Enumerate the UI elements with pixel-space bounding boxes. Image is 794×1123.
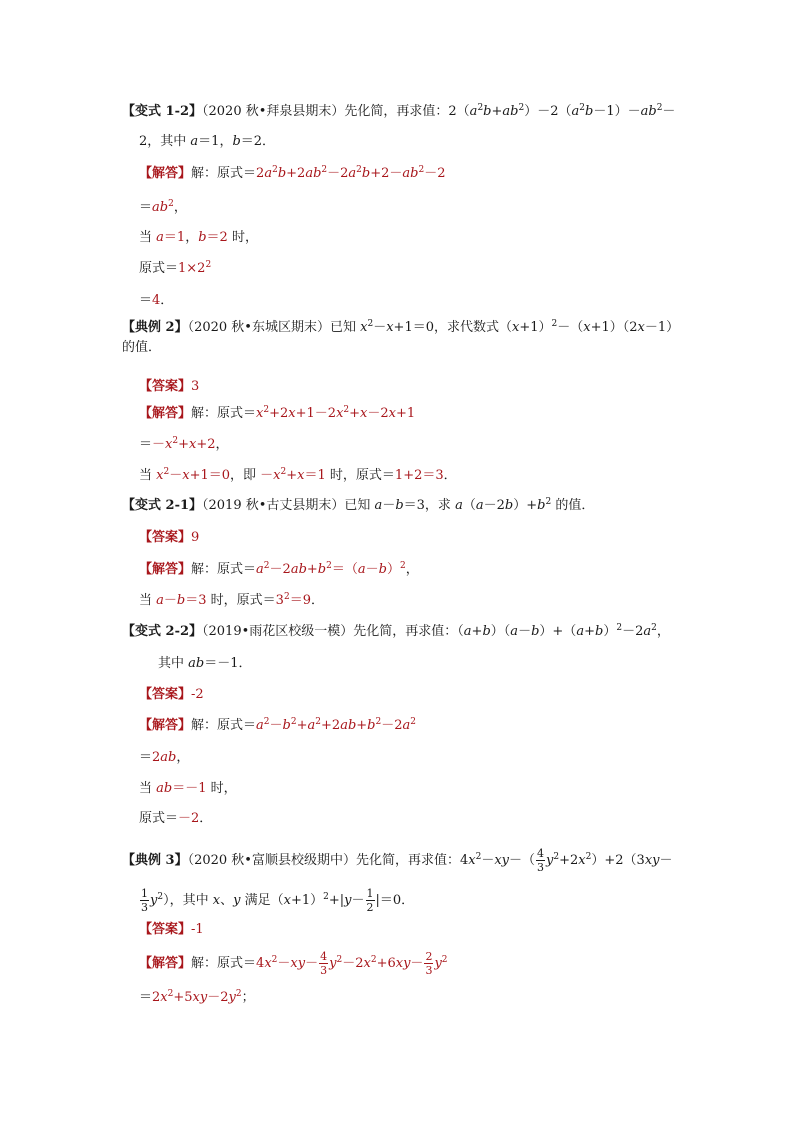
text-line-l20: 【答案】-2 — [139, 687, 204, 702]
text-line-l25: 【典例 3】（2020 秋•富顺县校级期中）先化简，再求值：$4x^2-xy-$（ $\frac{4}{3}$ $y^2+2x^2)+2(3xy-$ — [122, 847, 673, 874]
text-line-l1: 【变式 1-2】（2020 秋•拜泉县期末）先化简，再求值：$2(a^2b+ab^2)-2(a^2b-1)-ab^2-$ — [122, 103, 676, 119]
text-line-l28: 【解答】解：原式$=4x^2-xy-$ $\frac{4}{3}$ $y^2-2x^2+6xy-$ $\frac{2}{3}$ $y^2$ — [139, 950, 448, 977]
text-line-l19: 其中 ab＝－1． — [158, 656, 252, 671]
text-line-l4: $=ab^2$， — [139, 199, 187, 215]
text-line-l3: 【解答】解：原式$=2a^2b+2ab^2-2a^2b+2-ab^2-2$ — [139, 165, 446, 181]
text-line-l12: $=-x^2+x+2$， — [139, 436, 229, 452]
text-line-l15: 【答案】9 — [139, 530, 200, 545]
text-line-l8: 【典例 2】（2020 秋•东城区期末）已知 $x^2-x+1=0$，求代数式$(x+1)^2-(x+1)(2x-1)$ — [122, 319, 680, 335]
text-line-l5: 当 a＝1，b＝2 时， — [139, 230, 258, 245]
text-line-l23: 当 ab＝－1 时， — [139, 781, 237, 796]
text-line-l14: 【变式 2-1】（2019 秋•古丈县期末）已知 a－b＝3，求 $a(a-2b)+b^2$ 的值． — [122, 497, 595, 513]
text-line-l21: 【解答】解：原式$=a^2-b^2+a^2+2ab+b^2-2a^2$ — [139, 717, 417, 733]
text-line-l6: 原式$=1\times 2^2$ — [139, 260, 212, 276]
text-line-l22: ＝2ab， — [139, 750, 190, 765]
text-line-l16: 【解答】解：原式$=a^2-2ab+b^2=(a-b)^2$， — [139, 561, 419, 577]
text-line-l10: 【答案】3 — [139, 379, 200, 394]
text-line-l2: 2，其中 a＝1，b＝2． — [139, 134, 276, 149]
text-line-l13: 当 $x^2-x+1=0$，即 $-x^2+x=1$ 时，原式＝1+2＝3． — [139, 467, 457, 483]
text-line-l29: $=2x^2+5xy-2y^2$； — [139, 989, 255, 1005]
text-line-l18: 【变式 2-2】（2019•雨花区校级一模）先化简，再求值：$(a+b)(a-b)+(a+b)^2-2a^2$， — [122, 623, 670, 639]
text-line-l7: ＝4． — [139, 293, 174, 308]
text-line-l27: 【答案】-1 — [139, 922, 204, 937]
text-line-l26: $\frac{1}{3}$ $y^2$），其中 x、y 满足$(x+1)^2+|y-$ $\frac{1}{2}$ |＝0． — [141, 887, 415, 914]
text-line-l11: 【解答】解：原式$=x^2+2x+1-2x^2+x-2x+1$ — [139, 405, 416, 421]
text-line-l17: 当 a－b＝3 时，原式$=3^2=9$． — [139, 592, 324, 608]
text-line-l24: 原式＝－2． — [139, 811, 213, 826]
text-line-l9: 的值． — [122, 340, 162, 355]
